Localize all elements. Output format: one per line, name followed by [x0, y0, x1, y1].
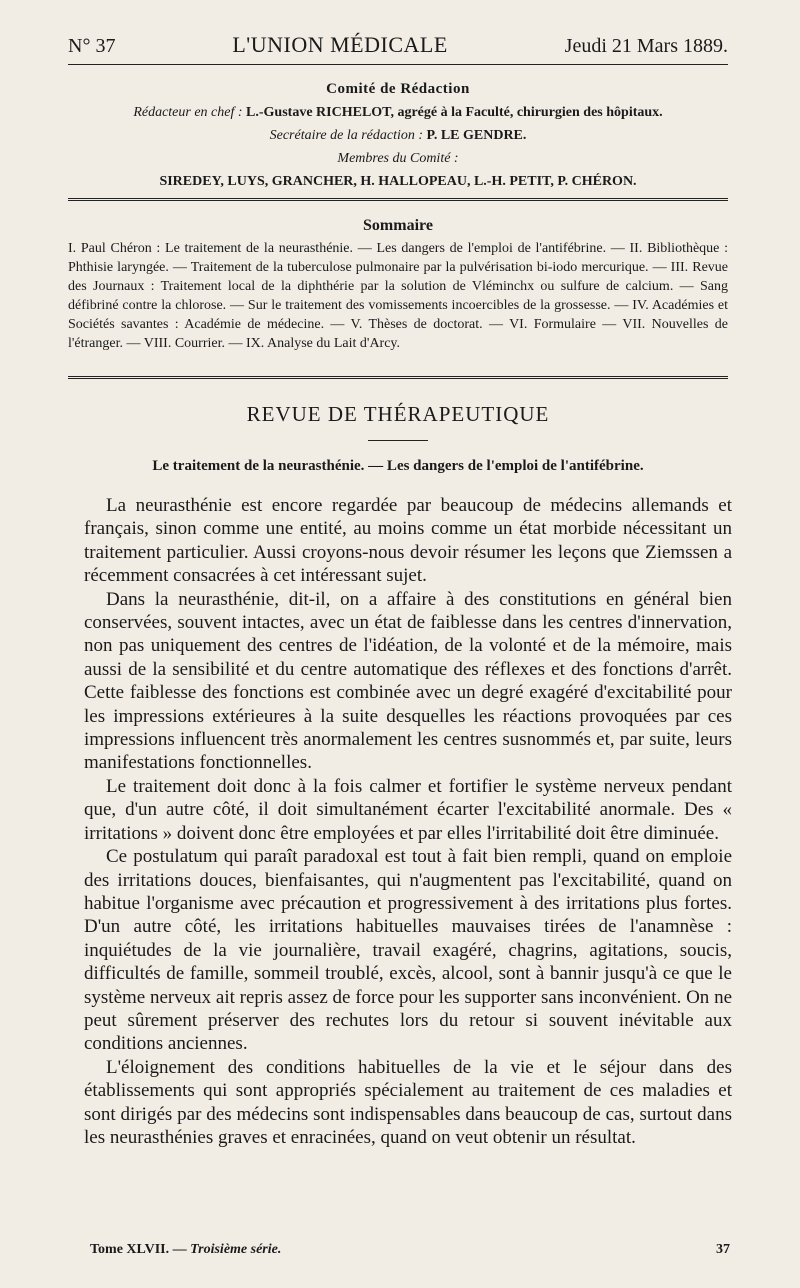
page-header — [68, 32, 728, 58]
title-underline — [368, 440, 428, 441]
journal-title: L'UNION MÉDICALE — [232, 32, 448, 57]
committee-heading: Comité de Rédaction — [326, 81, 470, 97]
series-label: Troisième série. — [190, 1242, 282, 1257]
header-rule — [68, 64, 728, 65]
issue-date: Jeudi 21 Mars 1889. — [564, 35, 728, 57]
page-number: 37 — [716, 1242, 730, 1257]
secretary-name: P. LE GENDRE. — [426, 128, 527, 143]
secretary-label: Secrétaire de la rédaction : — [269, 128, 424, 143]
editor-label: Rédacteur en chef : — [133, 105, 243, 120]
article-body — [84, 494, 732, 1149]
sommaire-heading: Sommaire — [363, 217, 433, 234]
editorial-committee — [68, 78, 728, 193]
sommaire-text: I. Paul Chéron : Le traitement de la neurasthénie. — Les dangers de l'emploi de l'antifébrine. — II. Bibliothèque : Phthisie laryngée. — Traitement de la tuberculose pulmonaire par la pulvérisation bi-iodo mercurique. — III. Revue des Journaux : Traitement local de la diphthérie par la solution de Vléminchx ou sulfure de calcium. — Sang défibriné contre la chlorose. — Sur le traitement des vomissements incoercibles de la grossesse. — IV. Académies et Sociétés savantes : Académie de médecine. — V. Thèses de doctorat. — VI. Formulaire — VII. Nouvelles de l'étranger. — VIII. Courrier. — IX. Analyse du Lait d'Arcy. — [68, 241, 728, 351]
sommaire-rule — [68, 376, 728, 381]
table-of-contents — [68, 216, 728, 353]
page-footer — [90, 1242, 730, 1258]
volume-info — [90, 1242, 281, 1258]
editor-name: L.-Gustave RICHELOT, agrégé à la Faculté, chirurgien des hôpitaux. — [246, 105, 663, 120]
tome-label: Tome XLVII. — — [90, 1242, 187, 1257]
committee-rule — [68, 198, 728, 203]
paragraph: Ce postulatum qui paraît paradoxal est tout à fait bien rempli, quand on emploie des irritations douces, bienfaisantes, qui n'augmentent pas l'excitabilité, quand on habitue l'organisme avec précaution et progressivement à des irritations plus fortes. D'un autre côté, les irritations habituelles mauvaises tirées de l'anamnèse : inquiétudes de la vie journalière, travail exagéré, chagrins, agitations, soucis, difficultés de famille, sommeil troublé, excès, alcool, sont à bannir jusqu'à ce que le système nerveux ait repris assez de force pour les supporter sans inconvénient. On ne peut sûrement préserver des rechutes lors du retour si souvent inévitable aux conditions anciennes. — [84, 846, 732, 1055]
paragraph: Dans la neurasthénie, dit-il, on a affaire à des constitutions en général bien conservées, souvent intactes, avec un état de faiblesse dans les centres d'innervation, non pas uniquement des centres de l'idéation, de la volonté et de la mémoire, mais aussi de la sensibilité et du centre automatique des réflexes et des fonctions d'arrêt. Cette faiblesse des fonctions est combinée avec un degré exagéré d'excitabilité pour les impressions extérieures à la suite desquelles les réactions provoquées par ces impressions influencent très anormalement les centres susnommés et, par suite, leurs manifestations fonctionnelles. — [84, 588, 732, 774]
paragraph: La neurasthénie est encore regardée par beaucoup de médecins allemands et français, sinon comme une entité, au moins comme un état morbide nécessitant un traitement particulier. Aussi croyons-nous devoir résumer les leçons que Ziemssen a récemment consacrées à cet intéressant sujet. — [84, 495, 732, 587]
issue-number: N° 37 — [68, 35, 116, 57]
paragraph: Le traitement doit donc à la fois calmer et fortifier le système nerveux pendant que, d'un autre côté, il doit simultanément écarter l'excitabilité anormale. Des « irritations » doivent donc être employées et par elles l'irritabilité doit être diminuée. — [84, 775, 732, 844]
members-list: SIREDEY, LUYS, GRANCHER, H. HALLOPEAU, L.-H. PETIT, P. CHÉRON. — [159, 174, 637, 189]
secretary-line — [68, 124, 728, 147]
article-subtitle: Le traitement de la neurasthénie. — Les dangers de l'emploi de l'antifébrine. — [152, 458, 644, 474]
paragraph: L'éloignement des conditions habituelles de la vie et le séjour dans des établissements qui sont appropriés spécialement au traitement de ces maladies et sont dirigés par des médecins sont indispensables dans beaucoup de cas, surtout dans les neurasthénies graves et enracinées, quand on veut obtenir un résultat. — [84, 1056, 732, 1148]
editor-line — [68, 101, 728, 124]
members-label: Membres du Comité : — [337, 151, 459, 166]
section-title: REVUE DE THÉRAPEUTIQUE — [246, 402, 550, 426]
